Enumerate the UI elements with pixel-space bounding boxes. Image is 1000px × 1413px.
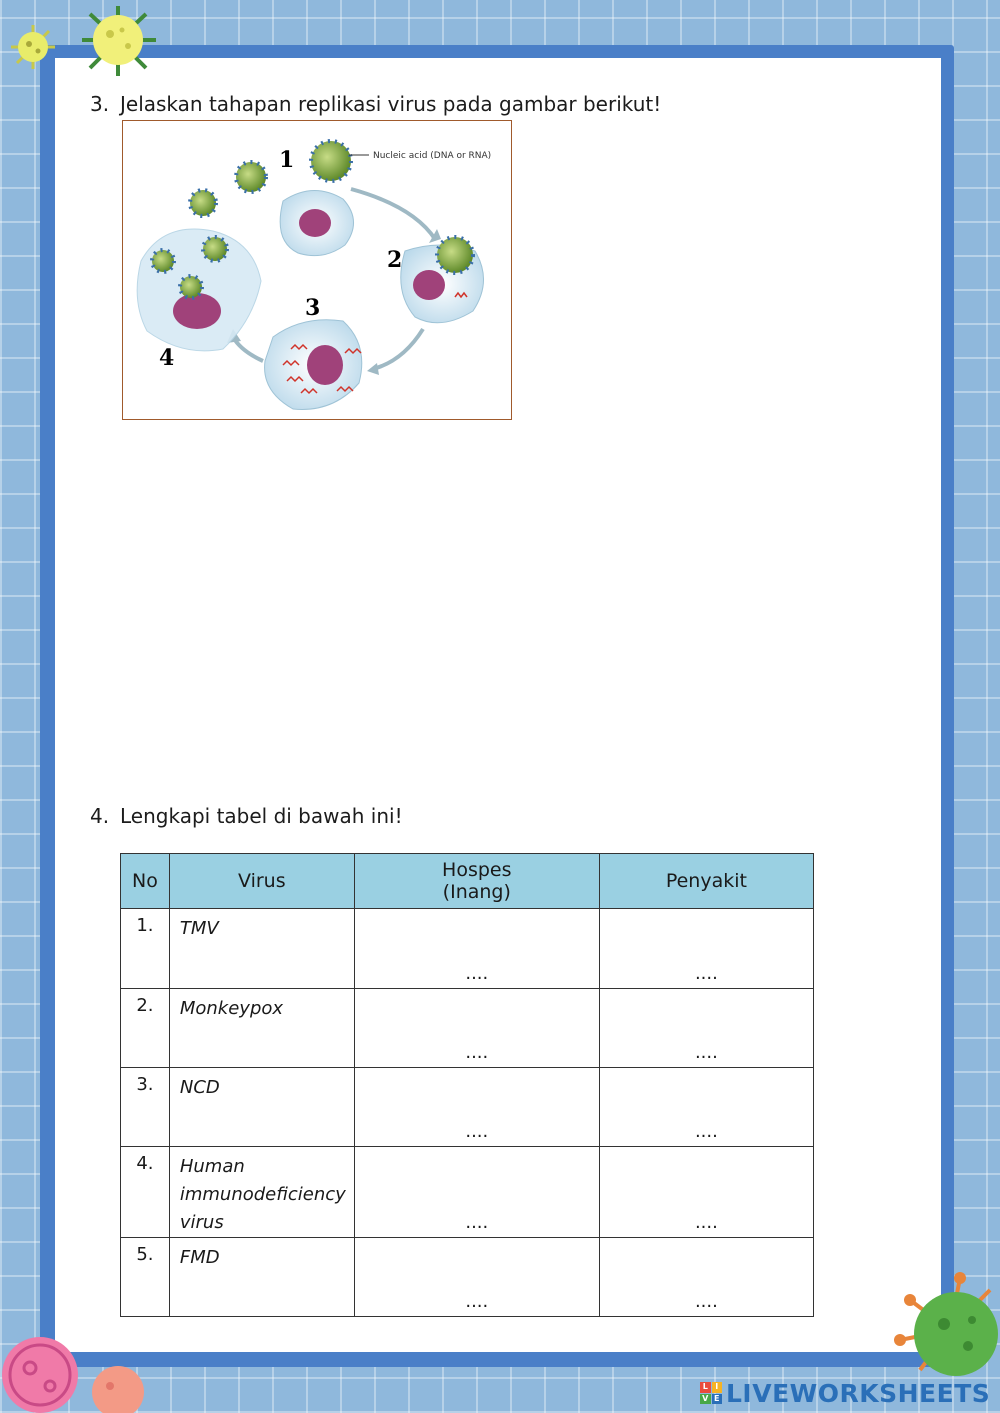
header-hospes-line2: (Inang) xyxy=(442,881,511,903)
penyakit-answer-field[interactable]: .... xyxy=(599,1147,813,1238)
step-label-1: 1 xyxy=(279,147,295,173)
row-virus: NCD xyxy=(169,1068,354,1147)
hospes-answer-field[interactable]: .... xyxy=(354,1147,599,1238)
row-virus: Monkeypox xyxy=(169,989,354,1068)
hospes-answer-field[interactable]: .... xyxy=(354,989,599,1068)
penyakit-answer-field[interactable]: .... xyxy=(599,1238,813,1317)
penyakit-answer-field[interactable]: .... xyxy=(599,1068,813,1147)
virus-table xyxy=(120,853,814,1317)
liveworksheets-logo[interactable] xyxy=(700,1376,990,1410)
virus-replication-figure xyxy=(122,120,512,420)
hospes-answer-field[interactable]: .... xyxy=(354,1238,599,1317)
penyakit-answer-field[interactable]: .... xyxy=(599,909,813,989)
table-row xyxy=(121,1068,814,1147)
step-label-2: 2 xyxy=(387,247,403,273)
virus-decoration-yellow-small xyxy=(5,22,65,72)
header-penyakit: Penyakit xyxy=(599,854,813,909)
hospes-answer-field[interactable]: .... xyxy=(354,1068,599,1147)
header-no: No xyxy=(121,854,170,909)
question-3 xyxy=(90,92,661,116)
question-3-number: 3. xyxy=(90,92,110,116)
virus-decoration-yellow-large xyxy=(72,2,164,82)
table-row xyxy=(121,1147,814,1238)
virus-decoration-green xyxy=(880,1270,1000,1380)
nucleic-acid-label: Nucleic acid (DNA or RNA) xyxy=(373,151,492,161)
question-4 xyxy=(90,804,403,828)
badge-letter: E xyxy=(712,1394,723,1405)
row-virus: Human immunodeficiency virus xyxy=(169,1147,354,1238)
row-no: 2. xyxy=(121,989,170,1068)
logo-text: LIVEWORKSHEETS xyxy=(726,1378,991,1408)
row-virus: TMV xyxy=(169,909,354,989)
table-row xyxy=(121,909,814,989)
virus-decoration-salmon xyxy=(82,1356,154,1413)
header-hospes-line1: Hospes xyxy=(442,859,512,881)
badge-letter: V xyxy=(700,1394,711,1405)
row-no: 4. xyxy=(121,1147,170,1238)
table-row xyxy=(121,1238,814,1317)
logo-badge-icon xyxy=(700,1382,722,1404)
row-no: 5. xyxy=(121,1238,170,1317)
replication-diagram xyxy=(123,121,511,419)
penyakit-answer-field[interactable]: .... xyxy=(599,989,813,1068)
table-row xyxy=(121,989,814,1068)
header-virus: Virus xyxy=(169,854,354,909)
badge-letter: L xyxy=(700,1382,711,1393)
header-hospes xyxy=(354,854,599,909)
row-virus: FMD xyxy=(169,1238,354,1317)
step-label-3: 3 xyxy=(305,295,321,321)
step-label-4: 4 xyxy=(159,345,175,371)
question-3-text: Jelaskan tahapan replikasi virus pada gambar berikut! xyxy=(120,92,662,116)
badge-letter: I xyxy=(712,1382,723,1393)
row-no: 3. xyxy=(121,1068,170,1147)
arrow-1-2 xyxy=(351,189,435,239)
row-no: 1. xyxy=(121,909,170,989)
hospes-answer-field[interactable]: .... xyxy=(354,909,599,989)
table-header-row xyxy=(121,854,814,909)
question-4-text: Lengkapi tabel di bawah ini! xyxy=(120,804,403,828)
question-4-number: 4. xyxy=(90,804,110,828)
arrow-2-3 xyxy=(373,329,423,369)
